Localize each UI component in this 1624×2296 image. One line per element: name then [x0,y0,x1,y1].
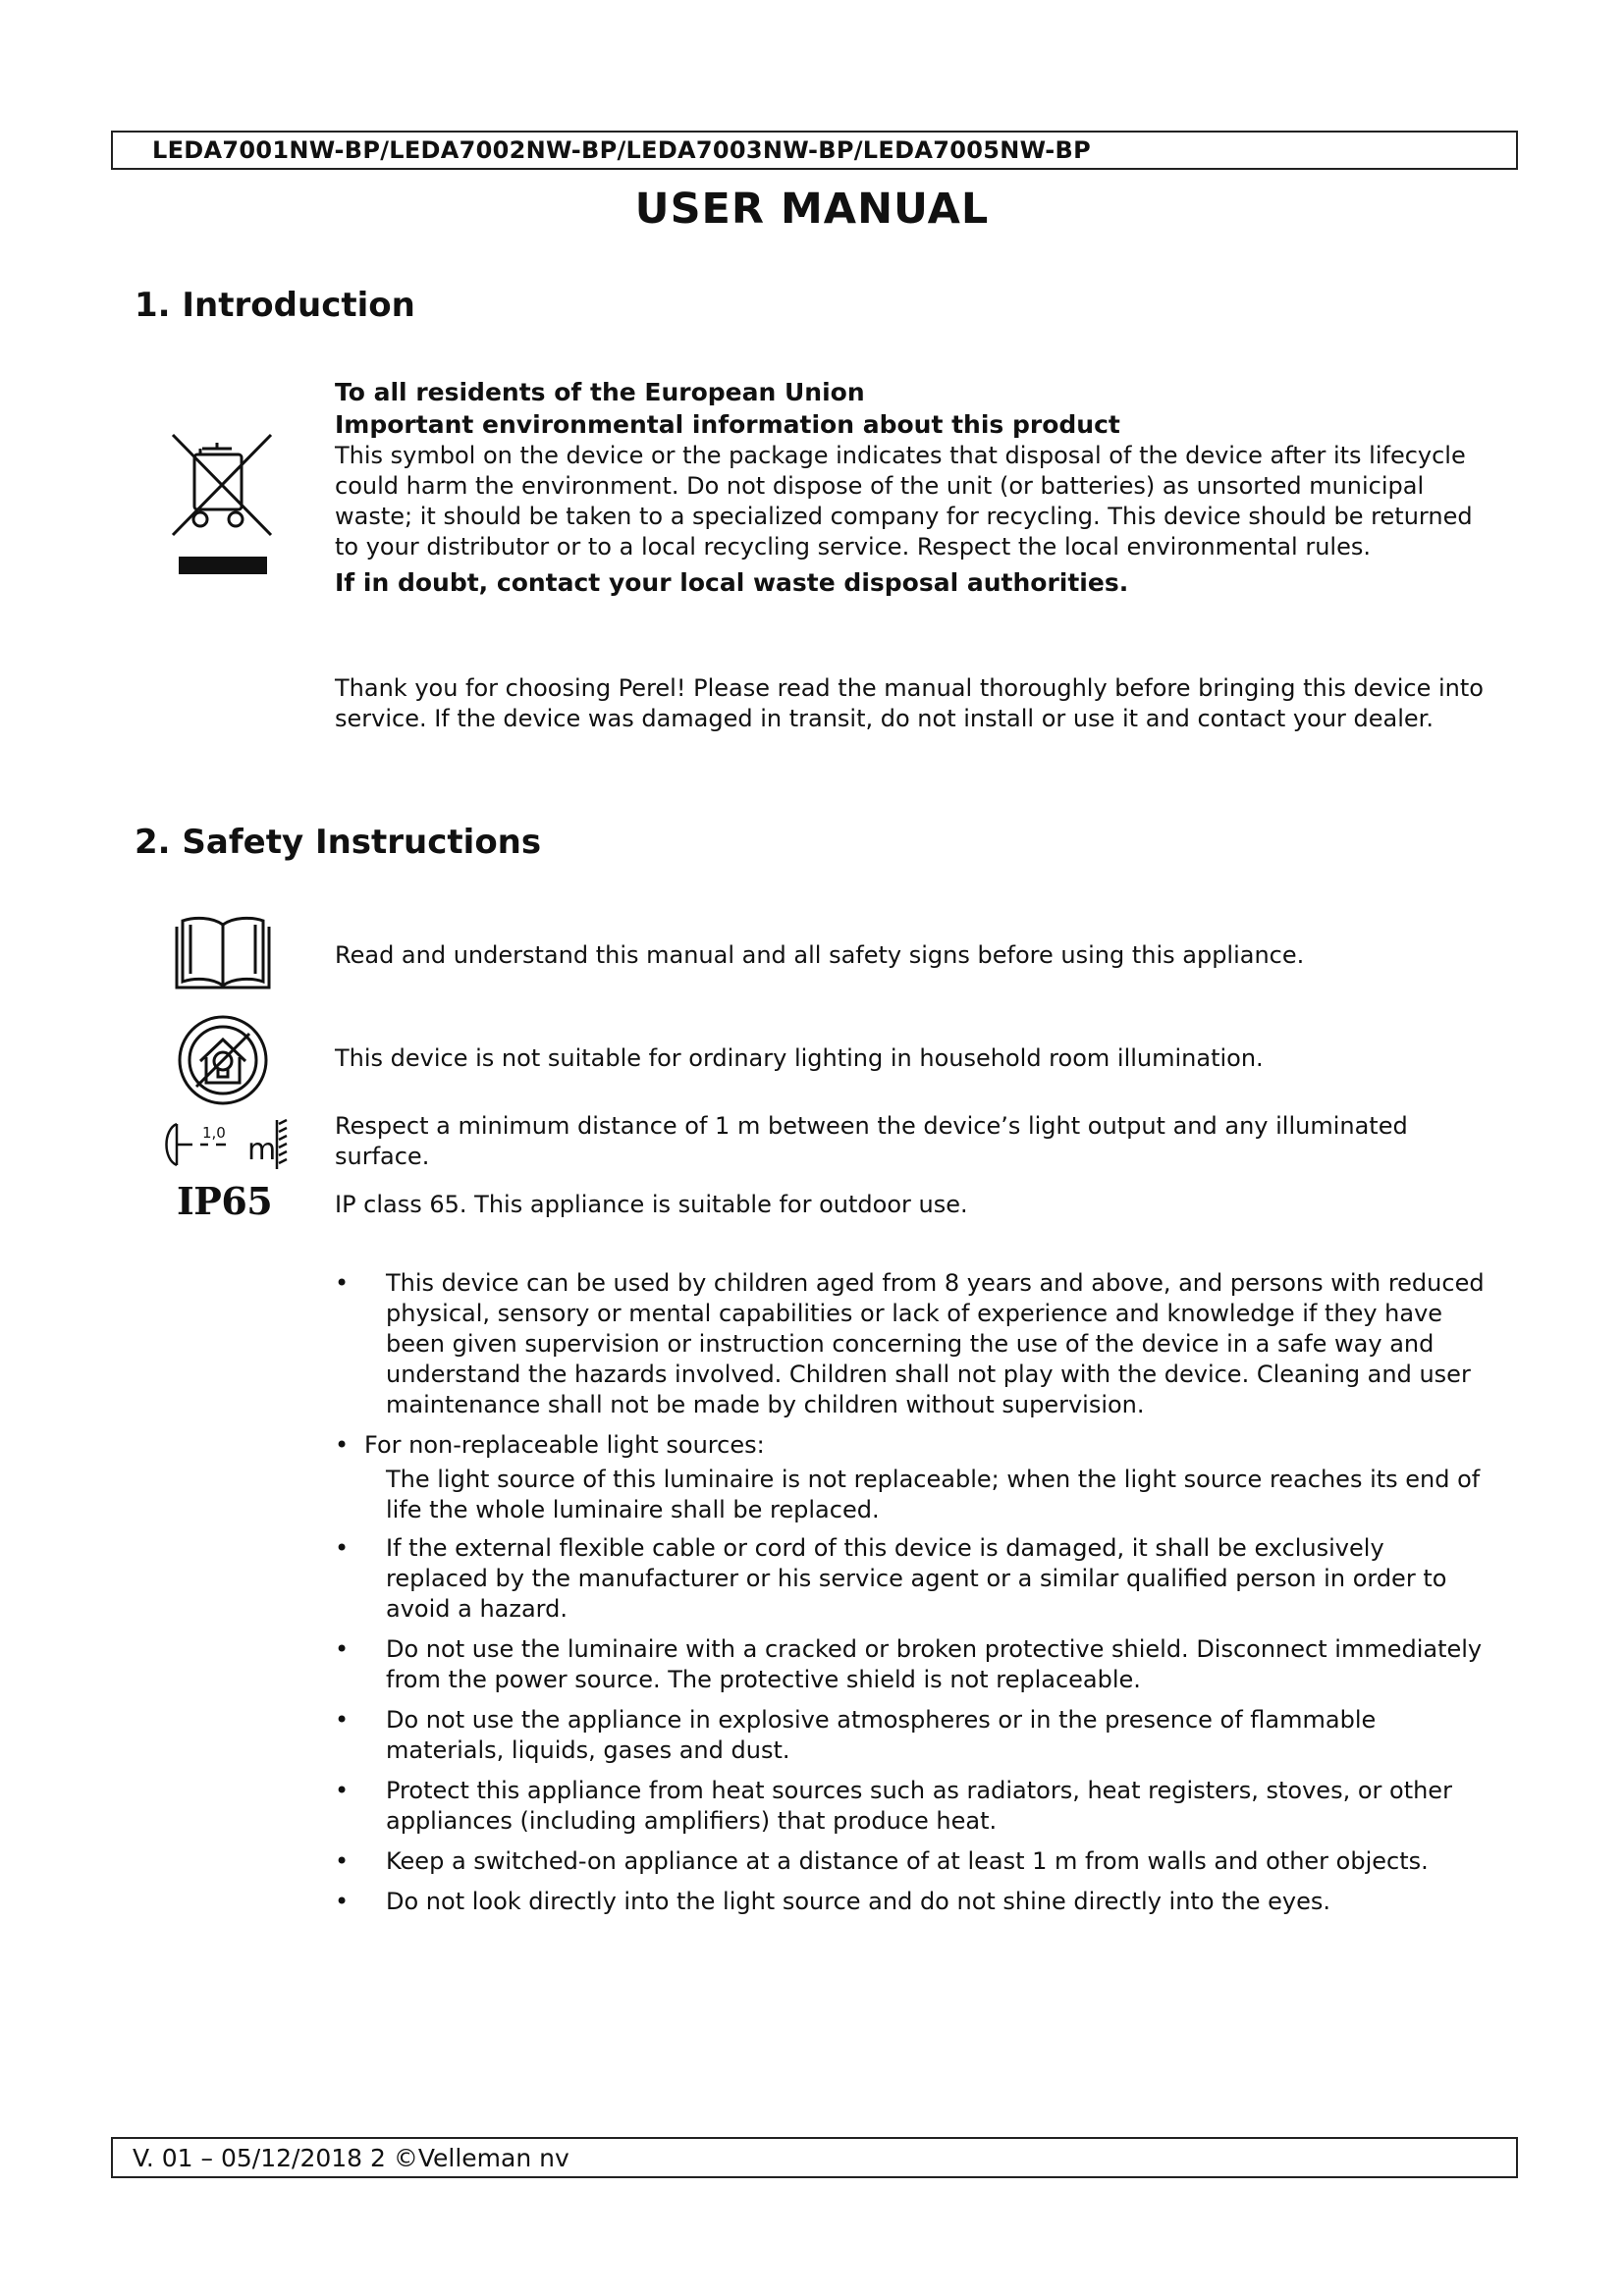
list-item: • Do not look directly into the light source and do not shine directly into the eyes. [335,1888,1331,1915]
model-codes: LEDA7001NW-BP/LEDA7002NW-BP/LEDA7003NW-BP/LEDA7005NW-BP [152,136,1092,164]
non-replaceable-note: The light source of this luminaire is not replaceable; when the light source reaches its end of life the whole luminaire shall be replaced. [386,1466,1481,1523]
ip65-icon: IP65 [177,1179,273,1223]
bullet-dot: • [335,1635,350,1663]
list-item: • Do not use the appliance in explosive atmospheres or in the presence of flammable materials, liquids, gases and dust. [335,1706,1377,1764]
bullet-dot: • [335,1888,350,1915]
thanks-paragraph: Thank you for choosing Perel! Please read the manual thoroughly before bringing this device into service. If the device was damaged in transit, do not install or use it and contact your dealer. [335,674,1484,732]
doubt-line: If in doubt, contact your local waste disposal authorities. [335,568,1129,597]
bullet-dot: • [335,1777,350,1804]
weee-paragraph: This symbol on the device or the package indicates that disposal of the device after its lifecycle could harm the environment. Do not dispose of the unit (or batteries) as unsorted municipal waste; it should be taken to a specialized company for recycling. This device should be returned to your distributor or to a local recycling service. Respect the local environmental rules. [335,442,1473,561]
eu-residents-line: To all residents of the European Union [335,378,865,406]
safety-symbol-text-household: This device is not suitable for ordinary lighting in household room illumination. [335,1044,1264,1072]
bullet-dot: • [335,1534,350,1562]
section-heading-introduction: 1. Introduction [135,286,415,325]
environmental-info-line: Important environmental information about this product [335,410,1120,439]
safety-symbol-text-ip65: IP class 65. This appliance is suitable for outdoor use. [335,1191,968,1218]
safety-symbol-text-distance: Respect a minimum distance of 1 m between the device’s light output and any illuminated surface. [335,1112,1408,1170]
list-item: • For non-replaceable light sources: [335,1431,765,1459]
distance-value-label: 1,0 [202,1124,226,1142]
safety-symbol-text-manual: Read and understand this manual and all safety signs before using this appliance. [335,941,1305,969]
weee-crossed-bin-icon [165,429,281,578]
safety-bullet-list [335,1268,1493,1927]
bullet-dot: • [335,1431,350,1459]
list-item: • Keep a switched-on appliance at a distance of at least 1 m from walls and other objects. [335,1847,1429,1875]
manual-book-icon [173,911,273,991]
bullet-dot: • [335,1706,350,1734]
footer-box [111,2137,1518,2178]
header-box [111,131,1518,170]
list-item: • This device can be used by children aged from 8 years and above, and persons with reduced physical, sensory or mental capabilities or lack of experience and knowledge if they have been given supervision or instruction concerning the use of the device in a safe way and understand the hazards involved. Children shall not play with the device. Cleaning and user maintenance shall not be made by children without supervision. [335,1269,1485,1418]
footer-version: V. 01 – 05/12/2018 2 ©Velleman nv [133,2144,569,2172]
distance-unit-label: m [247,1133,277,1167]
no-household-lighting-icon [175,1012,271,1108]
minimum-distance-icon [157,1116,293,1173]
intro-block [335,376,1493,599]
list-item: • Protect this appliance from heat sources such as radiators, heat registers, stoves, or other appliances (including amplifiers) that produce heat. [335,1777,1452,1835]
page-title: USER MANUAL [634,185,990,234]
list-item: • Do not use the luminaire with a cracked or broken protective shield. Disconnect immediately from the power source. The protective shield is not replaceable. [335,1635,1483,1693]
bullet-dot: • [335,1269,350,1297]
bullet-dot: • [335,1847,350,1875]
section-heading-safety: 2. Safety Instructions [135,823,542,862]
list-item: • If the external flexible cable or cord of this device is damaged, it shall be exclusively replaced by the manufacturer or his service agent or a similar qualified person in order to avoid a hazard. [335,1534,1447,1623]
